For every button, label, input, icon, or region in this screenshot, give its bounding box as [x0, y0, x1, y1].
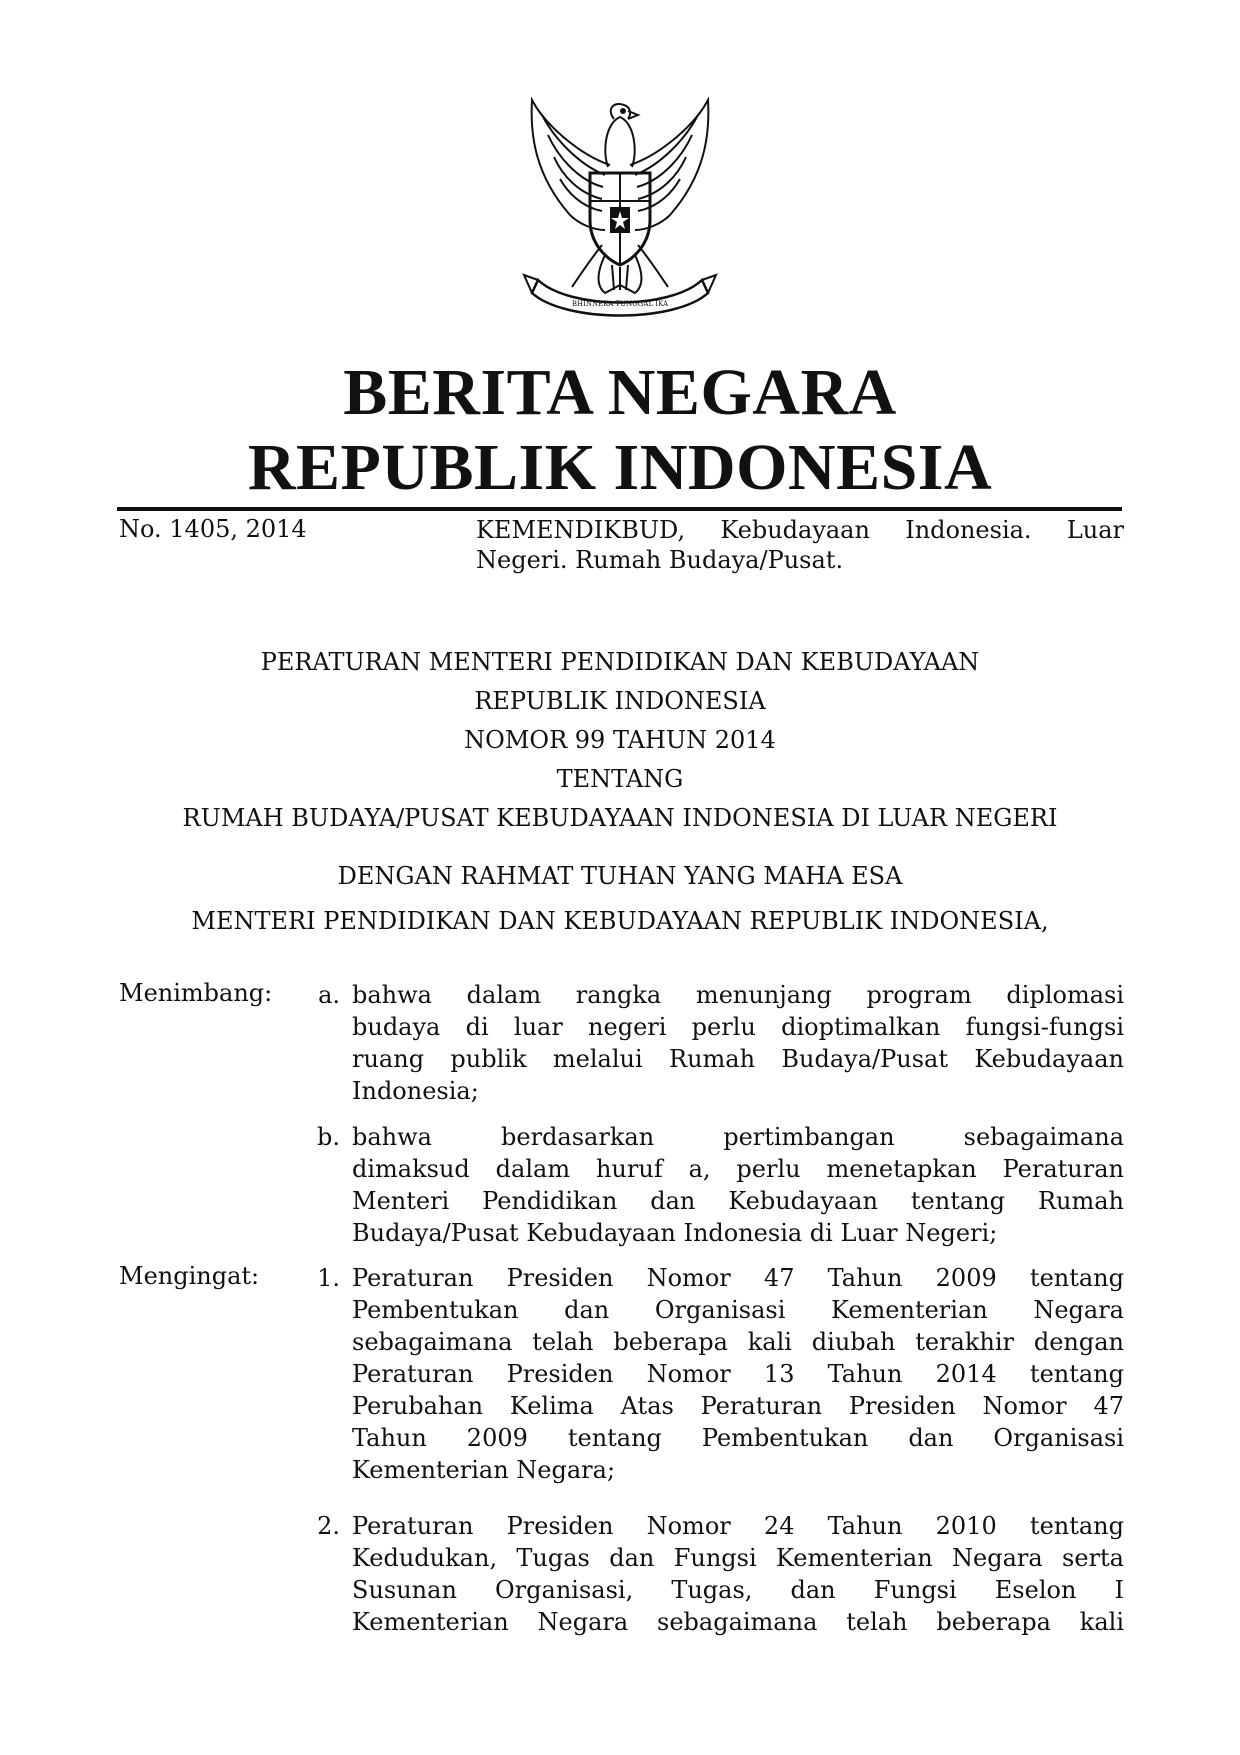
- item-line: Peraturan Presiden Nomor 47 Tahun 2009 tentang: [352, 1264, 1124, 1292]
- menimbang-label: Menimbang:: [119, 979, 273, 1007]
- item-line: dimaksud dalam huruf a, perlu menetapkan Peraturan: [352, 1155, 1124, 1183]
- item-line: Kementerian Negara sebagaimana telah beberapa kali: [352, 1608, 1124, 1636]
- title-line: TENTANG: [556, 765, 684, 793]
- preamble: [0, 854, 1240, 944]
- gazette-description-line: Negeri. Rumah Budaya/Pusat.: [476, 546, 844, 574]
- item-line: Perubahan Kelima Atas Peraturan Presiden Nomor 47: [352, 1392, 1124, 1420]
- item-line: bahwa dalam rangka menunjang program diplomasi: [352, 981, 1124, 1009]
- gazette-description: [476, 515, 1124, 575]
- gazette-number: No. 1405, 2014: [119, 515, 307, 543]
- title-line: PERATURAN MENTERI PENDIDIKAN DAN KEBUDAYAAN: [260, 648, 980, 676]
- header-rule: [117, 507, 1122, 511]
- preamble-line: MENTERI PENDIDIKAN DAN KEBUDAYAAN REPUBLIK INDONESIA,: [191, 907, 1049, 935]
- title-line: RUMAH BUDAYA/PUSAT KEBUDAYAAN INDONESIA DI LUAR NEGERI: [182, 804, 1058, 832]
- item-number: 2.: [317, 1512, 340, 1540]
- item-line: sebagaimana telah beberapa kali diubah terakhir dengan: [352, 1328, 1124, 1356]
- item-line: ruang publik melalui Rumah Budaya/Pusat Kebudayaan: [352, 1045, 1124, 1073]
- item-text: [352, 1510, 1124, 1638]
- preamble-line: DENGAN RAHMAT TUHAN YANG MAHA ESA: [337, 862, 903, 890]
- item-line: bahwa berdasarkan pertimbangan sebagaimana: [352, 1123, 1124, 1151]
- item-line: Menteri Pendidikan dan Kebudayaan tentang Rumah: [352, 1187, 1124, 1215]
- item-line: Tahun 2009 tentang Pembentukan dan Organisasi: [352, 1424, 1124, 1452]
- item-text: [352, 1262, 1124, 1486]
- item-text: [352, 1121, 1124, 1249]
- item-line: Pembentukan dan Organisasi Kementerian Negara: [352, 1296, 1124, 1324]
- masthead-subtitle: REPUBLIK INDONESIA: [247, 431, 993, 504]
- item-line: Susunan Organisasi, Tugas, dan Fungsi Eselon I: [352, 1576, 1124, 1604]
- garuda-emblem-icon: [510, 95, 730, 320]
- gazette-description-line: KEMENDIKBUD, Kebudayaan Indonesia. Luar: [476, 516, 1124, 544]
- item-line: budaya di luar negeri perlu dioptimalkan fungsi-fungsi: [352, 1013, 1124, 1041]
- item-text: [352, 979, 1124, 1107]
- title-line: NOMOR 99 TAHUN 2014: [464, 726, 776, 754]
- item-line: Indonesia;: [352, 1077, 479, 1105]
- emblem-motto: BHINNEKA TUNGGAL IKA: [571, 300, 669, 308]
- item-line: Kedudukan, Tugas dan Fungsi Kementerian Negara serta: [352, 1544, 1124, 1572]
- item-line: Peraturan Presiden Nomor 24 Tahun 2010 tentang: [352, 1512, 1124, 1540]
- masthead-title: BERITA NEGARA: [343, 356, 897, 429]
- item-number: b.: [317, 1123, 340, 1151]
- item-line: Budaya/Pusat Kebudayaan Indonesia di Luar Negeri;: [352, 1219, 998, 1247]
- mengingat-label: Mengingat:: [119, 1262, 260, 1290]
- item-line: Peraturan Presiden Nomor 13 Tahun 2014 tentang: [352, 1360, 1124, 1388]
- item-line: Kementerian Negara;: [352, 1456, 616, 1484]
- item-number: a.: [318, 981, 340, 1009]
- title-line: REPUBLIK INDONESIA: [474, 687, 766, 715]
- regulation-title: [0, 643, 1240, 838]
- item-number: 1.: [317, 1264, 340, 1292]
